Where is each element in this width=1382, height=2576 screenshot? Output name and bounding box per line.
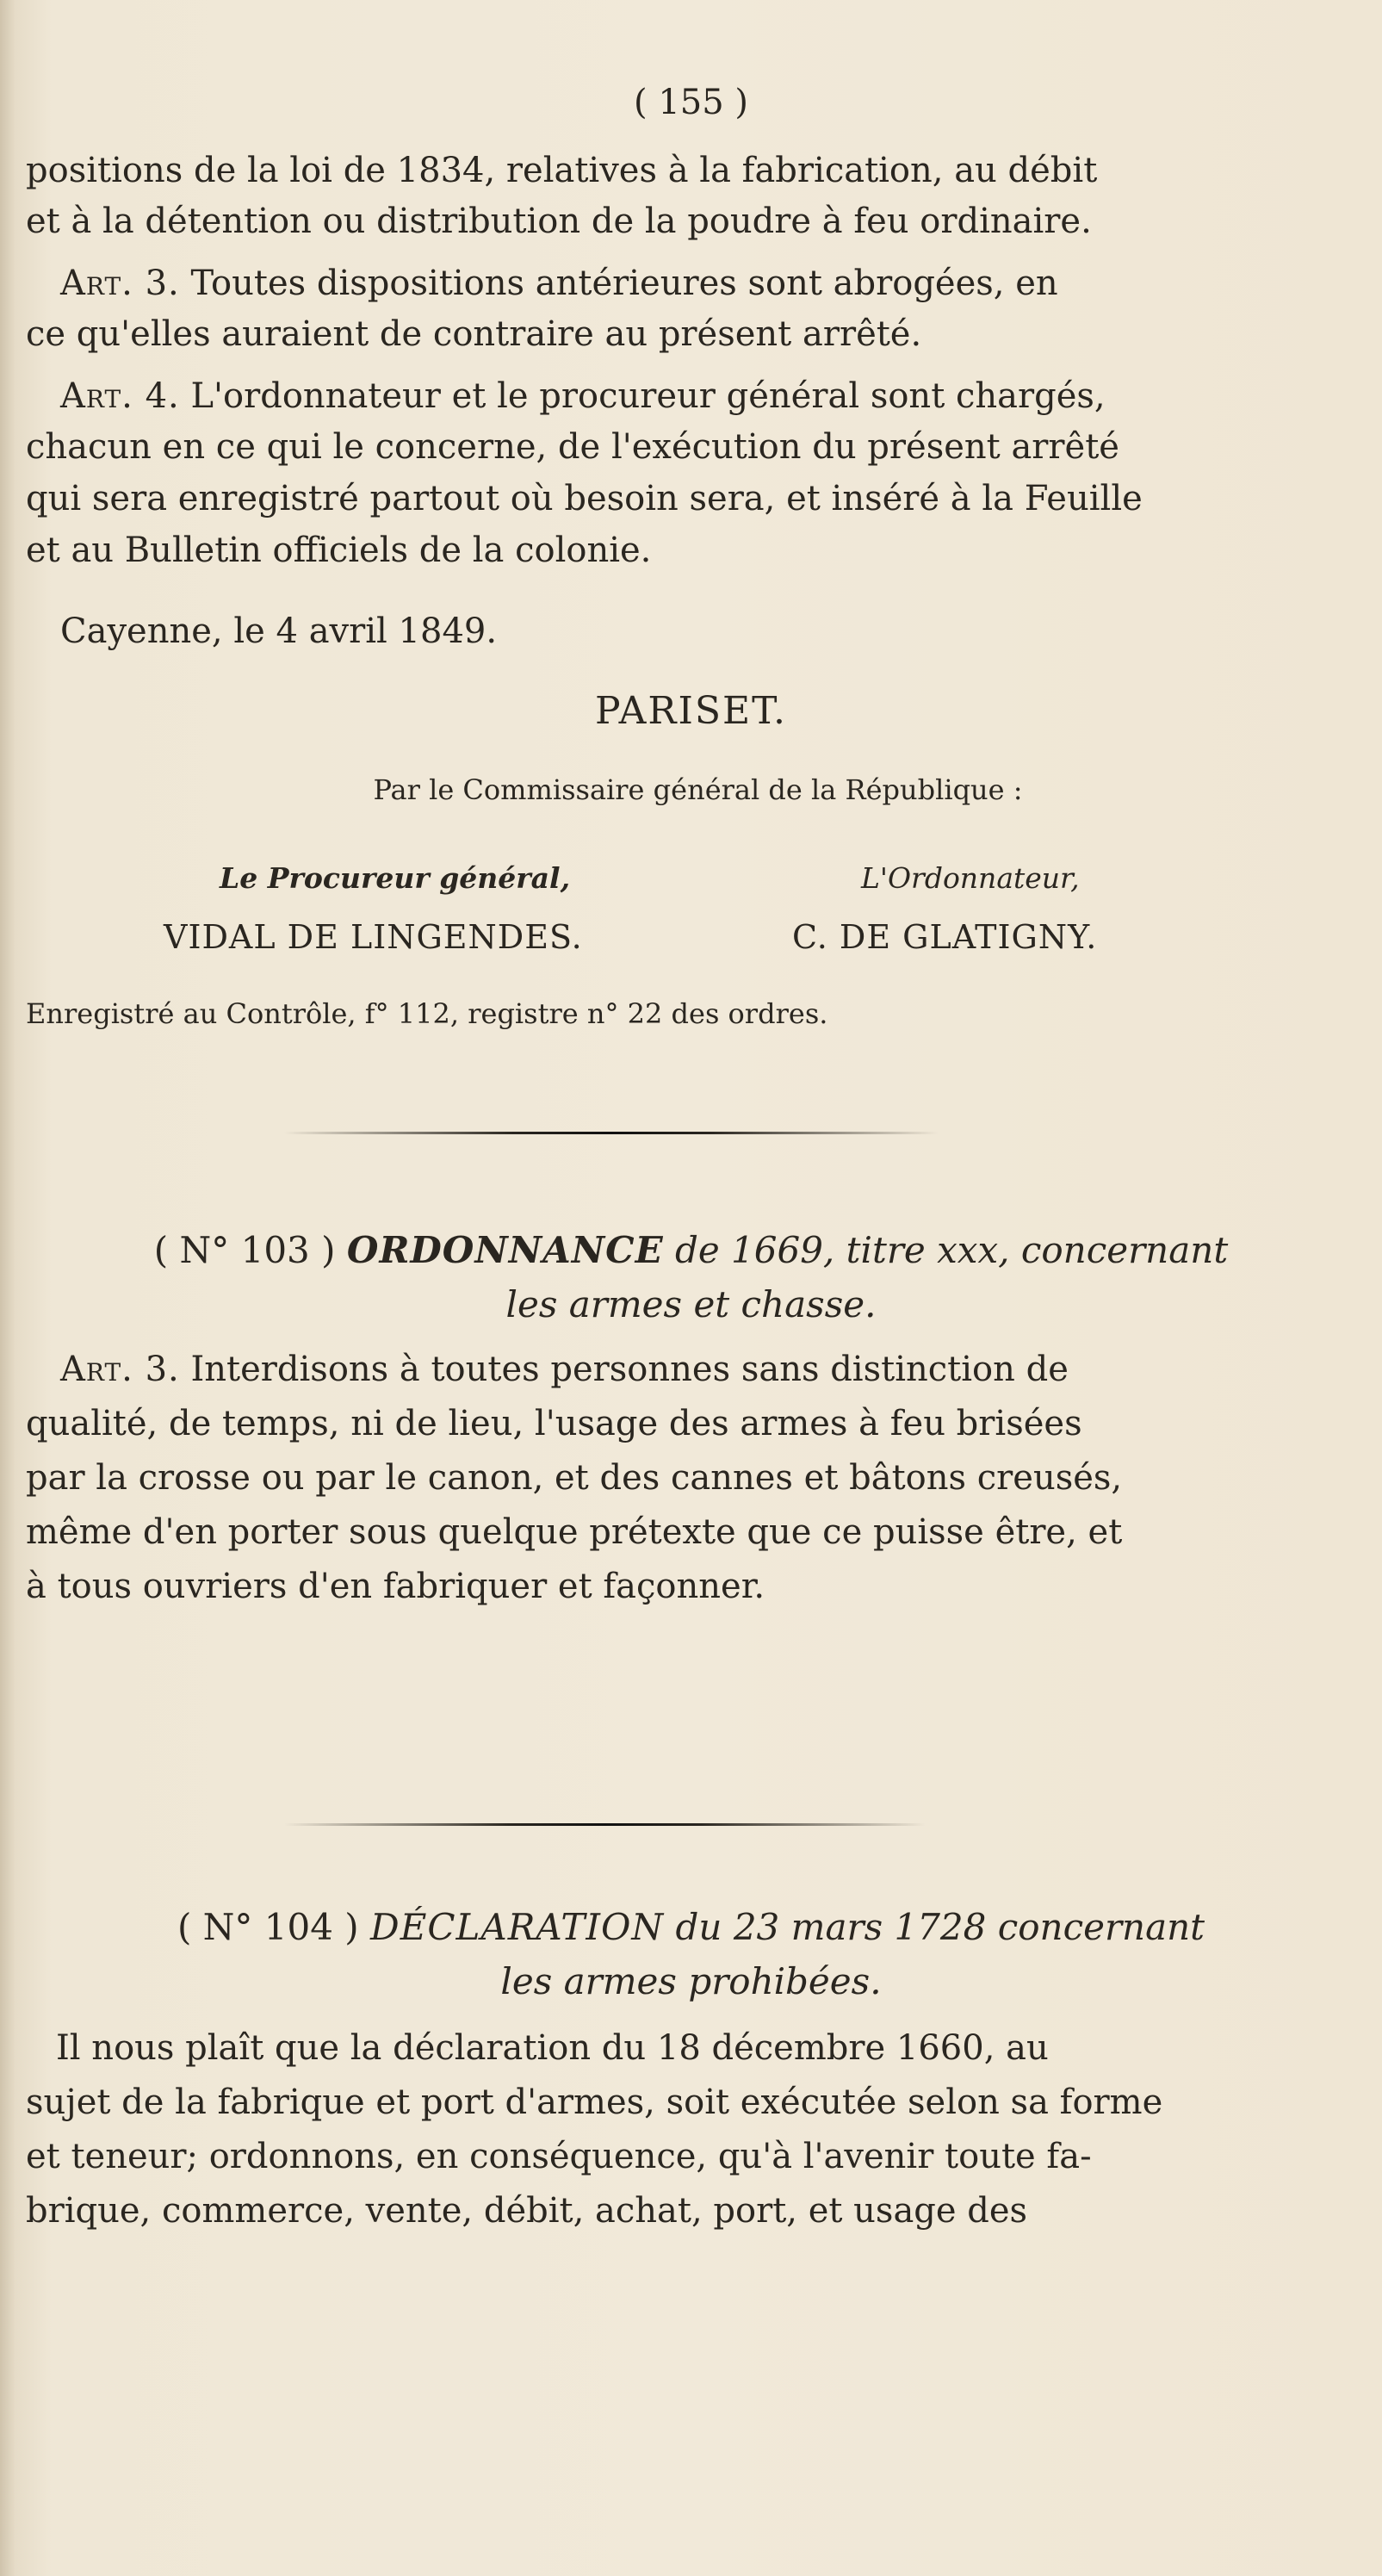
procureur-title: Le Procureur général, — [220, 861, 571, 895]
text-line: même d'en porter sous quelque prétexte que ce puisse être, et — [26, 1512, 1123, 1552]
article-paragraph — [60, 1350, 1069, 1389]
ordinance-number: ( N° 103 ) — [153, 1229, 336, 1271]
declaration-number: ( N° 104 ) — [177, 1906, 359, 1948]
declaration-title-rest: du 23 mars 1728 concernant — [675, 1906, 1205, 1948]
text-line: et au Bulletin officiels de la colonie. — [26, 531, 652, 570]
section-divider — [284, 1132, 939, 1134]
text-line: sujet de la fabrique et port d'armes, soit exécutée selon sa forme — [26, 2083, 1163, 2122]
text-line: Interdisons à toutes personnes sans distinction de — [190, 1350, 1069, 1389]
text-line: L'ordonnateur et le procureur général sont chargés, — [190, 376, 1106, 416]
ordinance-title-rest: de 1669, titre xxx, concernant — [674, 1229, 1229, 1271]
text-line: et teneur; ordonnons, en conséquence, qu'à l'avenir toute fa- — [26, 2137, 1092, 2176]
text-line: et à la détention ou distribution de la poudre à feu ordinaire. — [26, 202, 1092, 241]
commissioner-line: Par le Commissaire général de la République : — [373, 773, 1023, 806]
text-line: par la crosse ou par le canon, et des cannes et bâtons creusés, — [26, 1458, 1123, 1498]
article-label: Art. 3. — [60, 1350, 180, 1389]
section-divider — [284, 1823, 926, 1826]
procureur-name: VIDAL DE LINGENDES. — [164, 918, 583, 956]
article-3-paragraph — [60, 264, 1058, 303]
text-line: qui sera enregistré partout où besoin sera, et inséré à la Feuille — [26, 479, 1143, 518]
date-line: Cayenne, le 4 avril 1849. — [60, 611, 498, 651]
ordinance-subtitle: les armes et chasse. — [505, 1283, 877, 1325]
text-line: chacun en ce qui le concerne, de l'exécution du présent arrêté — [26, 427, 1119, 467]
text-line: ce qu'elles auraient de contraire au présent arrêté. — [26, 314, 922, 354]
text-line: qualité, de temps, ni de lieu, l'usage des armes à feu brisées — [26, 1404, 1082, 1443]
declaration-title: DÉCLARATION — [370, 1906, 665, 1948]
ordinance-title: ORDONNANCE — [346, 1229, 664, 1271]
section-103-heading — [0, 1229, 1382, 1271]
signature-pariset: PARISET. — [595, 689, 787, 733]
text-line: Toutes dispositions antérieures sont abrogées, en — [190, 264, 1058, 303]
text-line: brique, commerce, vente, débit, achat, port, et usage des — [26, 2191, 1028, 2231]
text-line: Il nous plaît que la déclaration du 18 décembre 1660, au — [56, 2028, 1049, 2068]
article-label: Art. 4. — [60, 376, 180, 416]
article-label: Art. 3. — [60, 264, 180, 303]
ordonnateur-name: C. DE GLATIGNY. — [792, 918, 1098, 956]
article-4-paragraph — [60, 376, 1106, 416]
section-104-heading — [0, 1906, 1382, 1948]
section-103-subtitle — [0, 1283, 1382, 1325]
registration-line: Enregistré au Contrôle, f° 112, registre n° 22 des ordres. — [26, 997, 828, 1030]
declaration-subtitle: les armes prohibées. — [500, 1960, 882, 2002]
ordonnateur-title: L'Ordonnateur, — [861, 861, 1080, 895]
section-104-subtitle — [0, 1960, 1382, 2002]
page-number: ( 155 ) — [634, 83, 748, 122]
text-line: positions de la loi de 1834, relatives à la fabrication, au débit — [26, 151, 1098, 190]
text-line: à tous ouvriers d'en fabriquer et façonner. — [26, 1567, 765, 1606]
